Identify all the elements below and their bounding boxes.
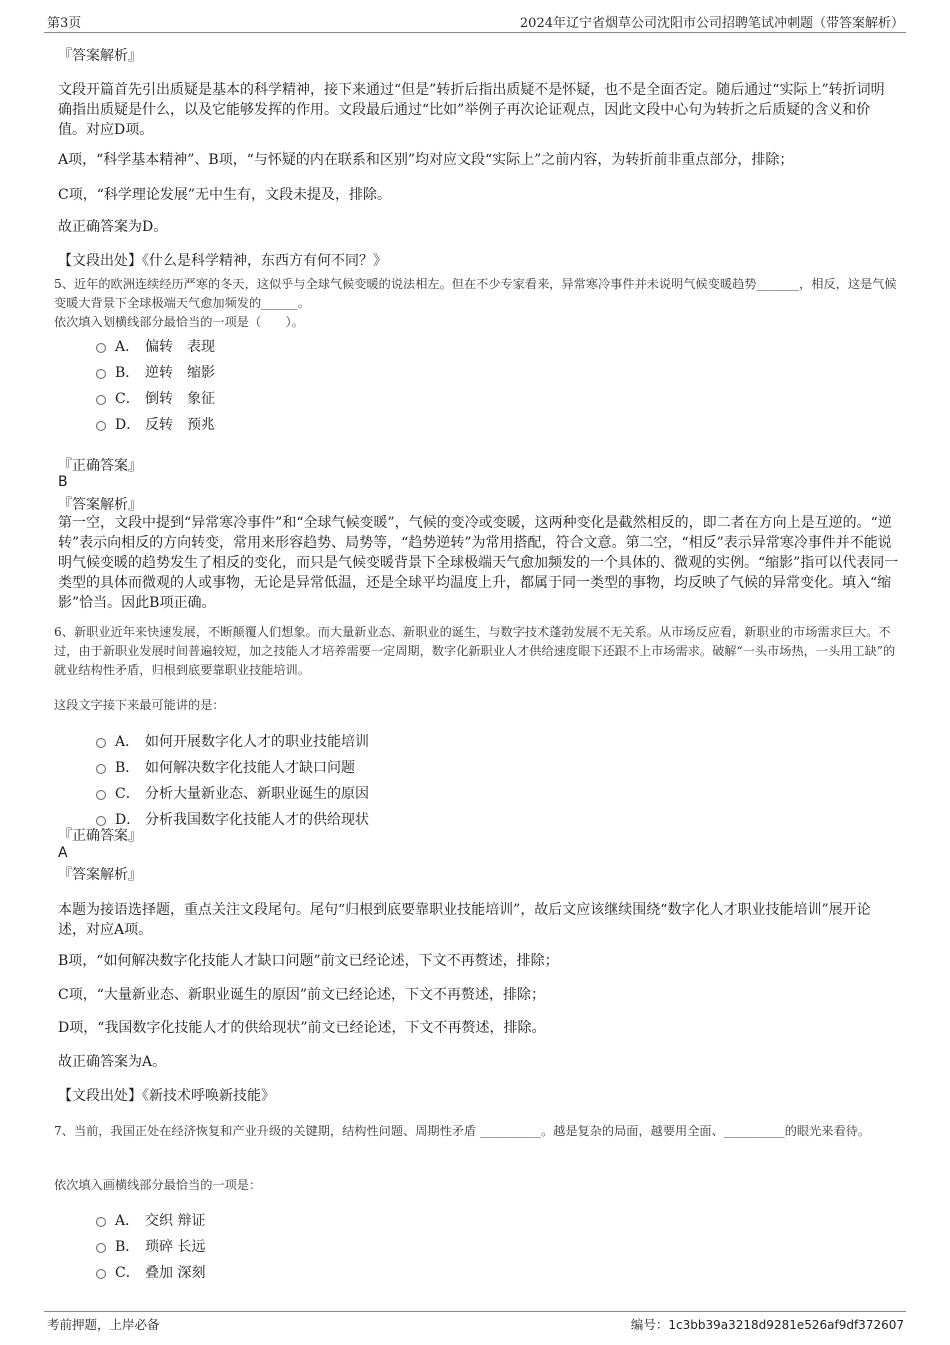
option-letter: D． — [115, 812, 141, 828]
analysis-paragraph: C项，“科学理论发展”无中生有，文段未提及，排除。 — [58, 187, 392, 203]
option-b[interactable] — [96, 1236, 205, 1256]
code-value: 1c3bb39a3218d9281e526af9df372607 — [668, 1318, 904, 1332]
option-word: 缩影 — [187, 365, 215, 381]
analysis-paragraph: 第一空，文段中提到“异常寒冷事件”和“全球气候变暖”，气候的变冷或变暖，这两种变化是截然相反的，即二者在方向上是互逆的。“逆转”表示向相反的方向转变，常用来形容趋势、局势等，“趋势逆转”为常用搭配，符合文意。第二空，“相反”表示异常寒冷事件并不能说明气候变暖的趋势发生了相反的变化，而只是气候变暖背景下全球极端天气愈加频发的一个具体的、微观的实例。“缩影”指可以代表同一类型的具体而微观的人或事物，无论是异常低温，还是全球平均温度上升，都属于同一类型的事物，均反映了气候的异常变化。填入“缩影”恰当。因此B项正确。 — [58, 515, 899, 611]
option-text: 如何开展数字化人才的职业技能培训 — [145, 734, 369, 750]
radio-icon[interactable] — [96, 790, 106, 800]
radio-icon[interactable] — [96, 764, 106, 774]
option-word: 倒转 — [145, 391, 173, 407]
radio-icon[interactable] — [96, 1243, 106, 1253]
option-a[interactable] — [96, 336, 215, 356]
radio-icon[interactable] — [96, 1269, 106, 1279]
analysis-paragraph: C项，“大量新业态、新职业诞生的原因”前文已经论述，下文不再赘述，排除； — [58, 987, 546, 1003]
document-title: 2024年辽宁省烟草公司沈阳市公司招聘笔试冲刺题（带答案解析） — [519, 16, 904, 31]
answer-conclusion: 故正确答案为D。 — [58, 219, 168, 235]
option-word: 反转 — [145, 417, 173, 433]
correct-answer-label: 『正确答案』 — [58, 828, 142, 844]
option-text: 叠加 深刻 — [145, 1265, 206, 1281]
question-stem: 7、当前，我国正处在经济恢复和产业升级的关键期，结构性问题、周期性矛盾 __________。越是复杂的局面，越要用全面、__________的眼光来看待。 — [54, 1124, 871, 1138]
option-letter: B． — [115, 1239, 140, 1255]
analysis-paragraph: B项，“如何解决数字化技能人才缺口问题”前文已经论述，下文不再赘述，排除； — [58, 953, 559, 969]
option-c[interactable] — [96, 783, 369, 803]
correct-answer-label: 『正确答案』 — [58, 458, 142, 474]
source-citation: 【文段出处】《什么是科学精神，东西方有何不同？》 — [58, 253, 387, 269]
question-prompt: 这段文字接下来最可能讲的是： — [54, 698, 225, 712]
option-text: 分析我国数字化技能人才的供给现状 — [145, 812, 369, 828]
option-word: 表现 — [187, 339, 215, 355]
radio-icon[interactable] — [96, 343, 106, 353]
option-a[interactable] — [96, 1210, 205, 1230]
radio-icon[interactable] — [96, 816, 106, 826]
source-citation: 【文段出处】《新技术呼唤新技能》 — [58, 1088, 275, 1104]
question-stem: 6、新职业近年来快速发展，不断颠覆人们想象。而大量新业态、新职业的诞生，与数字技术蓬勃发展不无关系。从市场反应看，新职业的市场需求巨大。不过，由于新职业发展时间普遍较短，加之技能人才培养需要一定周期，数字化新职业人才供给速度眼下还跟不上市场需求。破解“一头市场热，一头用工缺”的就业结构性矛盾，归根到底要靠职业技能培训。 — [54, 625, 896, 677]
question-prompt: 依次填入划横线部分最恰当的一项是（ ）。 — [54, 315, 304, 329]
option-letter: B． — [115, 760, 140, 776]
option-text: 琐碎 长远 — [145, 1239, 206, 1255]
radio-icon[interactable] — [96, 395, 106, 405]
code-label: 编号： — [630, 1317, 669, 1332]
analysis-paragraph: 文段开篇首先引出质疑是基本的科学精神，接下来通过“但是”转折后指出质疑不是怀疑，也不是全面否定。随后通过“实际上”转折词明确指出质疑是什么，以及它能够发挥的作用。文段最后通过“比如”举例子再次论证观点，因此文段中心句为转折之后质疑的含义和价值。对应D项。 — [58, 82, 885, 138]
answer-conclusion: 故正确答案为A。 — [58, 1054, 167, 1070]
page-number: 第3页 — [47, 16, 82, 31]
option-c[interactable] — [96, 388, 215, 408]
analysis-paragraph: A项，“科学基本精神”、B项，“与怀疑的内在联系和区别”均对应文段“实际上”之前内容，为转折前非重点部分，排除； — [58, 152, 794, 168]
correct-answer: B — [58, 474, 68, 490]
analysis-label: 『答案解析』 — [58, 867, 142, 883]
footer-slogan: 考前押题，上岸必备 — [47, 1317, 160, 1332]
option-letter: C． — [115, 1265, 140, 1281]
option-letter: A． — [115, 1213, 140, 1229]
radio-icon[interactable] — [96, 1217, 106, 1227]
radio-icon[interactable] — [96, 369, 106, 379]
option-word: 逆转 — [145, 365, 173, 381]
option-text: 交织 辩证 — [145, 1213, 206, 1229]
radio-icon[interactable] — [96, 421, 106, 431]
header-divider — [44, 32, 906, 33]
correct-answer: A — [58, 845, 68, 861]
analysis-paragraph: 本题为接语选择题，重点关注文段尾句。尾句“归根到底要靠职业技能培训”，故后文应该继续围绕“数字化人才职业技能培训”展开论述，对应A项。 — [58, 902, 871, 938]
option-word: 偏转 — [145, 339, 173, 355]
question-stem: 5、近年的欧洲连续经历严寒的冬天，这似乎与全球气候变暖的说法相左。但在不少专家看来，异常寒冷事件并未说明气候变暖趋势_______，相反，这是气候变暖大背景下全球极端天气愈加频发的______。 — [54, 277, 897, 310]
footer-divider — [44, 1311, 906, 1312]
option-a[interactable] — [96, 731, 369, 751]
option-letter: C． — [115, 786, 140, 802]
analysis-label: 『答案解析』 — [58, 497, 142, 513]
option-letter: A． — [115, 734, 140, 750]
option-word: 预兆 — [187, 417, 215, 433]
option-letter: A． — [115, 339, 140, 355]
option-letter: C． — [115, 391, 140, 407]
question-prompt: 依次填入画横线部分最恰当的一项是： — [54, 1178, 262, 1192]
option-b[interactable] — [96, 757, 355, 777]
document-code — [631, 1315, 904, 1333]
option-text: 如何解决数字化技能人才缺口问题 — [145, 760, 355, 776]
analysis-label: 『答案解析』 — [58, 48, 142, 64]
option-word: 象征 — [187, 391, 215, 407]
option-d[interactable] — [96, 414, 215, 434]
option-letter: D． — [115, 417, 141, 433]
option-c[interactable] — [96, 1262, 205, 1282]
option-text: 分析大量新业态、新职业诞生的原因 — [145, 786, 369, 802]
option-b[interactable] — [96, 362, 215, 382]
option-letter: B． — [115, 365, 140, 381]
radio-icon[interactable] — [96, 738, 106, 748]
analysis-paragraph: D项，“我国数字化技能人才的供给现状”前文已经论述，下文不再赘述，排除。 — [58, 1020, 546, 1036]
